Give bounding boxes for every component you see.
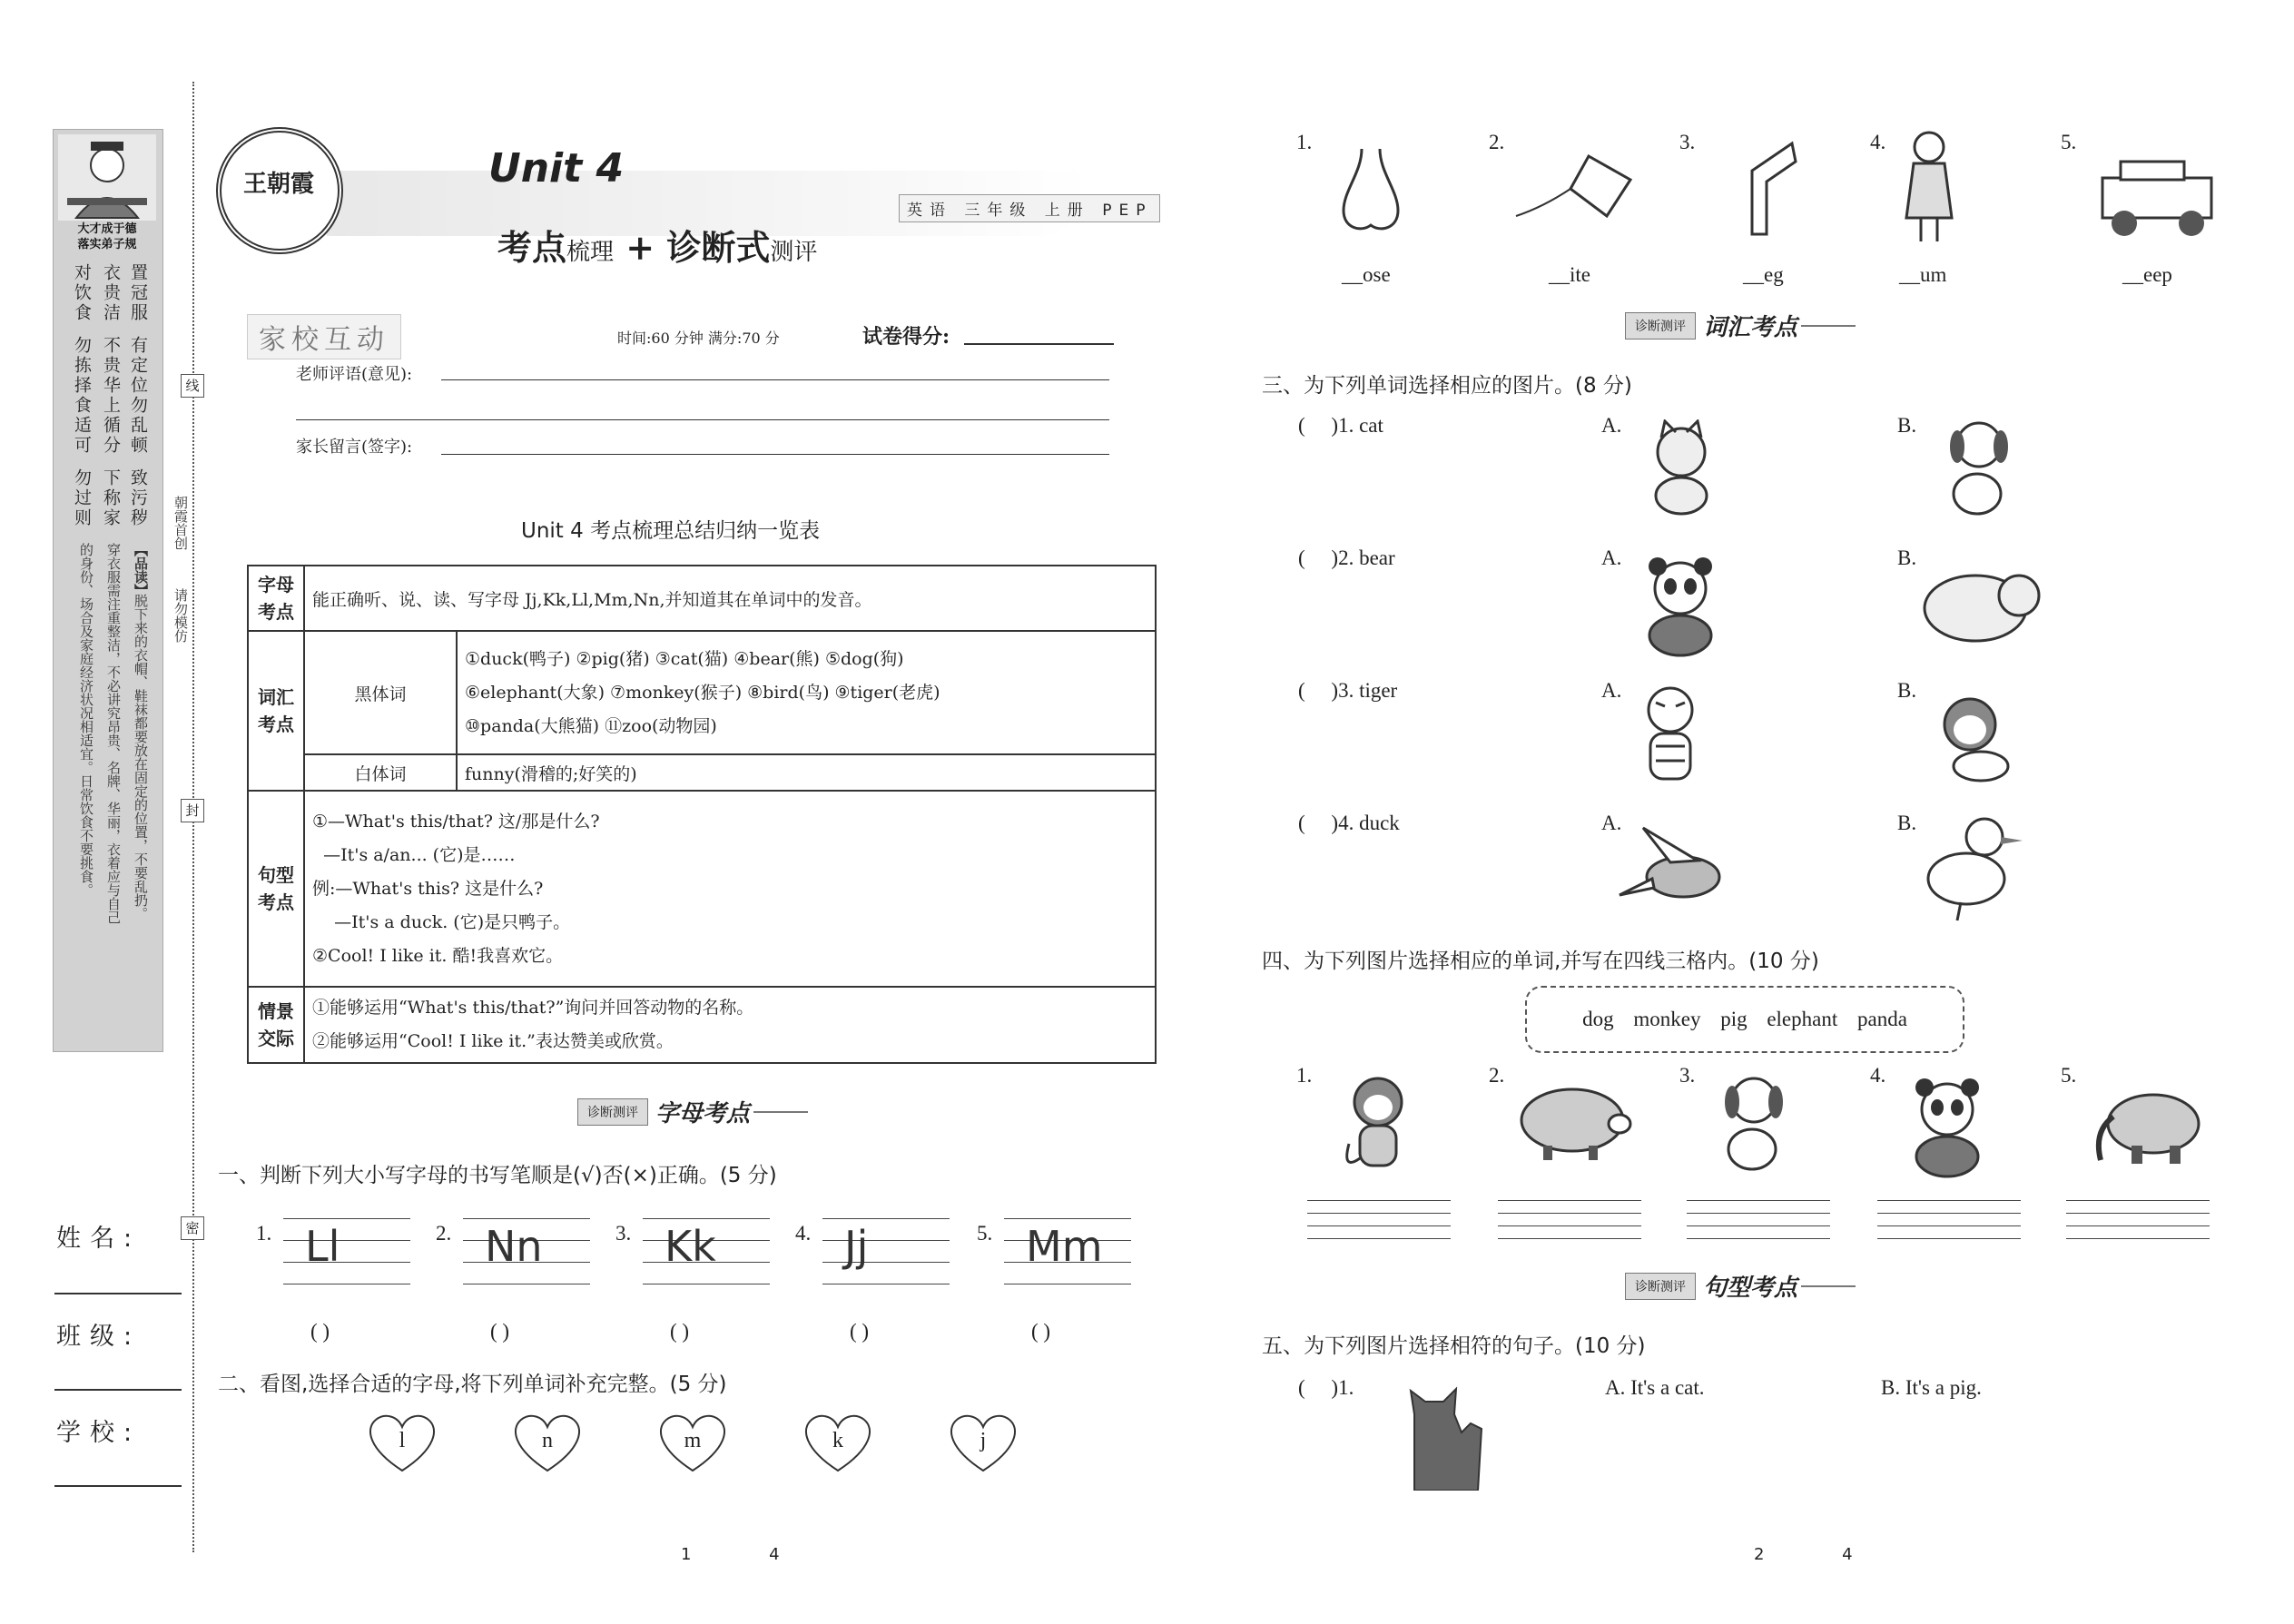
home-school-label: 家校互动 — [247, 314, 401, 359]
cat-icon — [1636, 419, 1727, 519]
writing-lines[interactable] — [2066, 1200, 2210, 1244]
item-number: 2. — [1489, 1064, 1505, 1087]
motto-caption: 大才成于德 落实弟子规 — [77, 222, 137, 251]
unit-title: Unit 4 — [488, 145, 625, 192]
table-row — [248, 754, 1156, 791]
pindu-text: 脱下来的衣帽、鞋袜都要放在固定的位置，不要乱扔。 — [133, 594, 149, 920]
item-number: 3. — [1679, 131, 1696, 153]
school-label: 学校: — [56, 1419, 142, 1447]
answer-paren[interactable]: ( ) — [670, 1320, 690, 1343]
score-label: 试卷得分: — [862, 325, 950, 349]
cut-mark: 密 — [181, 1216, 204, 1240]
row-content: ①—What's this/that? 这/那是什么? —It's a/an... (它)是…… 例:—What's this? 这是什么? —It's a duck. (它)是只鸭子。 ②Cool! I like it. 酷!我喜欢它。 — [304, 791, 1156, 987]
q5-item[interactable]: ( )1. — [1298, 1376, 1354, 1399]
word-blank[interactable]: __um — [1899, 263, 1947, 286]
monkey-icon — [1925, 694, 2024, 784]
motto-col: 勿过则 — [72, 468, 92, 528]
letter-writing-box: Jj — [822, 1218, 950, 1289]
option-a[interactable]: A. It's a cat. — [1605, 1376, 1705, 1399]
dog-icon — [1932, 416, 2023, 519]
bird-icon — [1616, 824, 1739, 906]
motto-col: 有定位 — [128, 336, 148, 396]
section-banner-letters: 诊断测评 字母考点 — [577, 1095, 808, 1127]
motto-col: 对饮食 — [72, 263, 92, 323]
word-blank[interactable]: __ite — [1549, 263, 1590, 286]
logo-text: 王朝霞 — [242, 171, 314, 198]
class-field[interactable] — [54, 1389, 182, 1391]
row-subcategory: 黑体词 — [304, 631, 457, 754]
table-row — [248, 791, 1156, 987]
motto-col: 勿拣择 — [72, 336, 92, 396]
item-number: 5. — [2061, 131, 2077, 153]
score-field[interactable] — [964, 343, 1114, 345]
row-content: ①能够运用“What's this/that?”询问并回答动物的名称。 ②能够运用“Cool! I like it.”表达赞美或欣赏。 — [304, 987, 1156, 1063]
mum-icon — [1897, 127, 1961, 245]
item-number: 5. — [2061, 1064, 2077, 1087]
answer-paren[interactable]: ( ) — [850, 1320, 870, 1343]
page-subtitle: 考点梳理 + 诊断式测评 — [497, 227, 818, 268]
duck-icon — [1917, 813, 2026, 922]
item-number: 1. — [256, 1222, 272, 1245]
pindu-panel — [56, 543, 156, 1033]
motto-col: 勿乱顿 — [128, 396, 148, 456]
letter-writing-box: Ll — [283, 1218, 410, 1289]
row-category: 情景交际 — [248, 987, 304, 1063]
answer-paren[interactable]: ( ) — [1031, 1320, 1051, 1343]
leg-icon — [1725, 134, 1797, 236]
question-4: 四、为下列图片选择相应的单词,并写在四线三格内。(10 分) — [1262, 950, 1819, 973]
option-b[interactable]: B. — [1897, 546, 1917, 569]
word-blank[interactable]: __eg — [1743, 263, 1784, 286]
elephant-icon — [2086, 1086, 2204, 1167]
name-label: 姓名: — [56, 1225, 142, 1253]
bear-icon — [1921, 565, 2048, 646]
teacher-comment-label: 老师评语(意见): — [296, 365, 413, 384]
question-2: 二、看图,选择合适的字母,将下列单词补充完整。(5 分) — [218, 1373, 727, 1396]
word-blank[interactable]: __eep — [2122, 263, 2172, 286]
motto-col: 致污秽 — [128, 468, 148, 528]
motto-col: 下称家 — [101, 468, 121, 528]
letter-writing-box: Mm — [1004, 1218, 1131, 1289]
option-a[interactable]: A. — [1601, 546, 1622, 569]
side-note: 朝霞首创 — [172, 496, 189, 550]
time-info: 时间:60 分钟 满分:70 分 — [617, 330, 780, 347]
page-number: 1 4 — [681, 1545, 816, 1564]
question-5: 五、为下列图片选择相符的句子。(10 分) — [1262, 1334, 1646, 1358]
pig-icon — [1516, 1080, 1634, 1162]
writing-lines[interactable] — [1687, 1200, 1830, 1244]
question-1: 一、判断下列大小写字母的书写笔顺是(√)否(×)正确。(5 分) — [218, 1164, 777, 1187]
kite-icon — [1507, 153, 1634, 234]
item-number: 4. — [1870, 1064, 1886, 1087]
class-label: 班级: — [56, 1323, 142, 1351]
name-field[interactable] — [54, 1293, 182, 1294]
item-number: 2. — [436, 1222, 452, 1245]
motto-col: 食适可 — [72, 396, 92, 456]
panda-icon — [1630, 556, 1730, 659]
item-number: 5. — [977, 1222, 993, 1245]
heart-icon: l — [363, 1411, 441, 1474]
row-category: 句型考点 — [248, 791, 304, 987]
row-content: ①duck(鸭子) ②pig(猪) ③cat(猫) ④bear(熊) ⑤dog(狗) ⑥elephant(大象) ⑦monkey(猴子) ⑧bird(鸟) ⑨tiger(老虎) ⑩panda(大熊猫) ⑪zoo(动物园) — [457, 631, 1156, 754]
parent-message-label: 家长留言(签字): — [296, 438, 413, 457]
side-note: 请勿模仿 — [172, 588, 189, 643]
item-number: 3. — [1679, 1064, 1696, 1087]
cut-mark: 封 — [181, 799, 204, 822]
letter-writing-box: Kk — [643, 1218, 770, 1289]
row-content: funny(滑稽的;好笑的) — [457, 754, 1156, 791]
heart-icon: m — [654, 1411, 732, 1474]
option-b[interactable]: B. — [1897, 414, 1917, 437]
q3-item[interactable]: ( )2. bear — [1298, 546, 1395, 569]
motto-col: 不贵华 — [101, 336, 121, 396]
table-row — [248, 566, 1156, 631]
pindu-text: 穿衣服需注重整洁，不必讲究昂贵、名牌、华丽，衣着应与自己 — [105, 543, 122, 924]
writing-lines[interactable] — [1307, 1200, 1451, 1244]
section-banner-sentence: 诊断测评 句型考点 — [1625, 1269, 1856, 1302]
item-number: 1. — [1296, 131, 1313, 153]
q3-item[interactable]: ( )1. cat — [1298, 414, 1383, 437]
jeep-icon — [2093, 154, 2220, 241]
teacher-comment-field[interactable] — [441, 379, 1109, 380]
row-subcategory: 白体词 — [304, 754, 457, 791]
q3-item[interactable]: ( )4. duck — [1298, 812, 1400, 834]
item-number: 1. — [1296, 1064, 1313, 1087]
grade-tag: 英语 三年级 上册 PEP — [899, 194, 1160, 222]
panda-icon — [1897, 1077, 1997, 1180]
heart-icon: n — [508, 1411, 586, 1474]
option-b[interactable]: B. — [1897, 812, 1917, 834]
table-row — [248, 987, 1156, 1063]
parent-message-field[interactable] — [441, 454, 1109, 455]
item-number: 4. — [795, 1222, 812, 1245]
page-number: 2 4 — [1754, 1545, 1889, 1564]
writing-lines[interactable] — [1498, 1200, 1641, 1244]
motto-col: 上循分 — [101, 396, 121, 456]
cat-silhouette-icon — [1398, 1378, 1489, 1491]
row-category: 字母考点 — [248, 566, 304, 631]
item-number: 3. — [615, 1222, 632, 1245]
heart-icon: k — [799, 1411, 877, 1474]
pindu-title: 【品读】 — [133, 543, 149, 597]
teacher-comment-field[interactable] — [296, 419, 1109, 420]
option-a[interactable]: A. — [1601, 812, 1622, 834]
writing-lines[interactable] — [1877, 1200, 2021, 1244]
q3-item[interactable]: ( )3. tiger — [1298, 679, 1398, 702]
cut-mark: 线 — [181, 374, 204, 398]
question-3: 三、为下列单词选择相应的图片。(8 分) — [1262, 374, 1632, 398]
option-b[interactable]: B. — [1897, 679, 1917, 702]
table-row — [248, 631, 1156, 754]
letter-writing-box: Nn — [463, 1218, 590, 1289]
option-a[interactable]: A. — [1601, 679, 1622, 702]
heart-icon: j — [944, 1411, 1022, 1474]
item-number: 2. — [1489, 131, 1505, 153]
answer-paren[interactable]: ( ) — [490, 1320, 510, 1343]
option-b[interactable]: B. It's a pig. — [1881, 1376, 1982, 1399]
option-a[interactable]: A. — [1601, 414, 1622, 437]
motto-col: 衣贵洁 — [101, 263, 121, 323]
motto-col: 置冠服 — [128, 263, 148, 323]
section-banner-vocab: 诊断测评 词汇考点 — [1625, 309, 1856, 341]
word-blank[interactable]: __ose — [1342, 263, 1391, 286]
item-number: 4. — [1870, 131, 1886, 153]
nose-icon — [1334, 145, 1407, 236]
school-field[interactable] — [54, 1485, 182, 1487]
pindu-text: 的身份、场合及家庭经济状况相适宜。日常饮食不要挑食。 — [78, 543, 94, 897]
tiger-icon — [1634, 683, 1707, 792]
word-bank: dog monkey pig elephant panda — [1525, 986, 1964, 1053]
answer-paren[interactable]: ( ) — [310, 1320, 330, 1343]
table-title: Unit 4 考点梳理总结归纳一览表 — [521, 519, 821, 543]
dog-icon — [1707, 1071, 1797, 1175]
monkey-icon — [1338, 1071, 1420, 1180]
row-category: 词汇考点 — [248, 631, 304, 791]
row-content: 能正确听、说、读、写字母 Jj,Kk,Ll,Mm,Nn,并知道其在单词中的发音。 — [304, 566, 1156, 631]
summary-table — [247, 565, 1157, 1064]
scholar-portrait-icon — [58, 134, 156, 221]
